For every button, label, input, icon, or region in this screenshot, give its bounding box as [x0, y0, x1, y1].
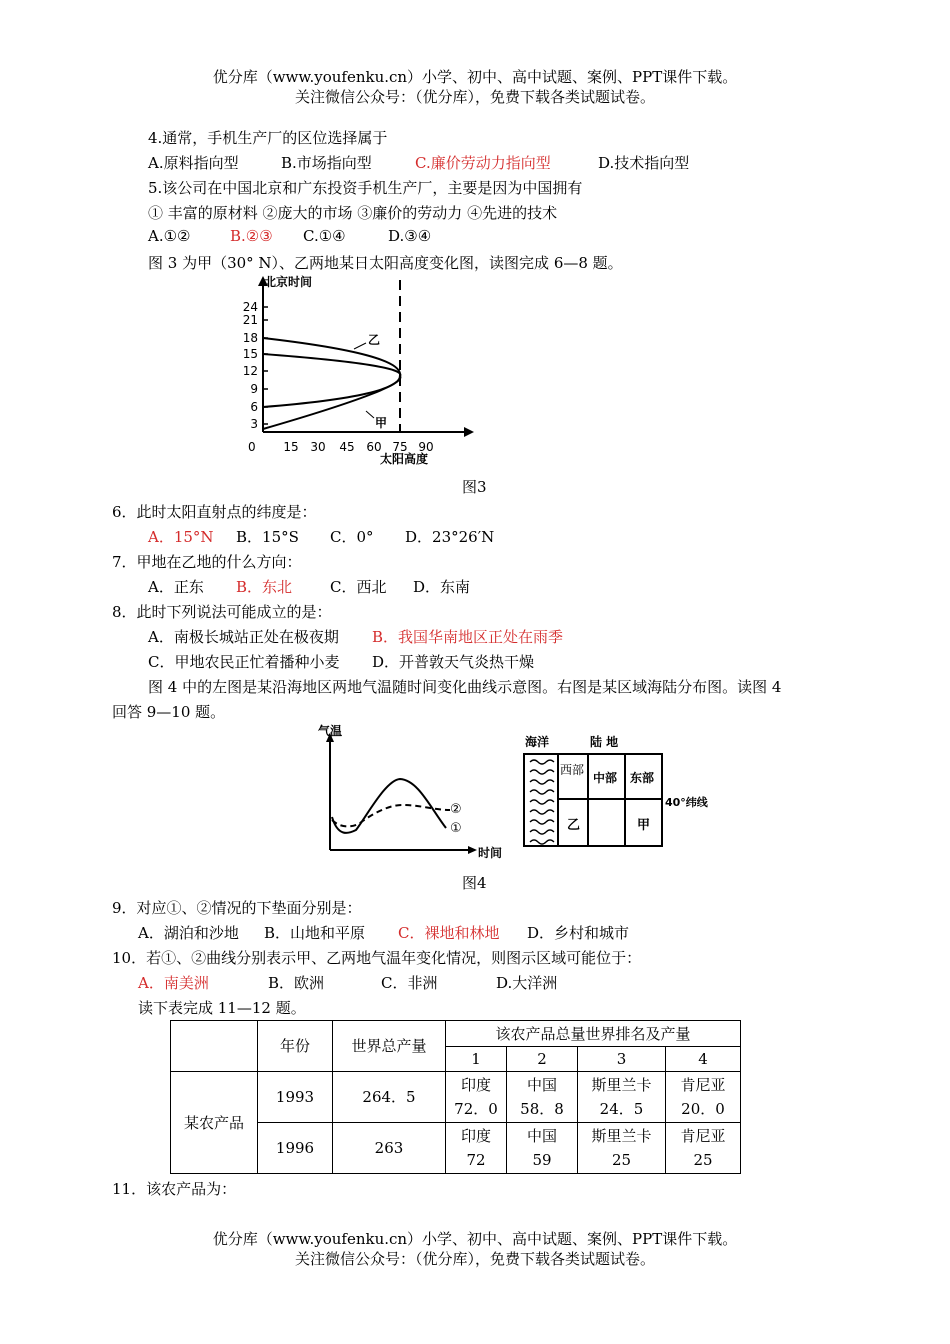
ocean-label: 海洋 — [525, 735, 550, 749]
q6-option-b: B．15°S — [236, 528, 299, 546]
table-intro: 读下表完成 11—12 题。 — [138, 999, 306, 1017]
header-world-total: 世界总产量 — [333, 1021, 446, 1072]
q8-option-a: A．南极长城站正处在极夜期 — [148, 628, 339, 646]
y-axis-label: 气温 — [318, 724, 343, 738]
x-axis-label: 时间 — [478, 846, 503, 860]
q8-option-d: D．开普敦天气炎热干燥 — [372, 653, 535, 671]
figure-3-intro: 图 3 为甲（30° N）、乙两地某日太阳高度变化图，读图完成 6—8 题。 — [148, 254, 623, 272]
country-output: 72 — [466, 1151, 486, 1169]
west-label: 西部 — [560, 763, 585, 777]
total-cell: 263 — [333, 1123, 446, 1174]
figure-4-caption: 图4 — [462, 874, 487, 892]
q4-option-d: D.技术指向型 — [598, 154, 690, 172]
q10-option-d: D.大洋洲 — [496, 974, 558, 992]
footer-line-2: 关注微信公众号：（优分库），免费下载各类试题试卷。 — [294, 1250, 655, 1268]
country-name: 斯里兰卡 — [591, 1127, 652, 1145]
y-tick: 6 — [250, 400, 258, 414]
q5-option-b: B.②③ — [230, 227, 273, 245]
middle-label: 中部 — [593, 771, 618, 785]
x-axis-arrow — [464, 427, 474, 437]
q9-option-b: B．山地和平原 — [264, 924, 366, 942]
figure-3-diagram — [230, 272, 480, 472]
q6-option-c: C．0° — [330, 528, 374, 546]
country-name: 印度 — [460, 1076, 491, 1094]
country-name: 斯里兰卡 — [591, 1076, 652, 1094]
rank-cell — [446, 1072, 507, 1123]
question-7-stem: 7．甲地在乙地的什么方向： — [112, 553, 302, 571]
rank-cell — [446, 1123, 507, 1174]
q10-option-a: A．南美洲 — [138, 974, 209, 992]
y-tick: 21 — [242, 313, 258, 327]
production-table — [170, 1020, 741, 1174]
rank-cell — [578, 1123, 666, 1174]
rank-3-header: 3 — [578, 1047, 666, 1072]
country-output: 58．8 — [520, 1100, 564, 1118]
jia-label: 甲 — [637, 818, 651, 833]
q9-option-a: A．湖泊和沙地 — [138, 924, 239, 942]
figure-4-temperature-chart — [310, 722, 510, 862]
q5-items: ① 丰富的原材料 ②庞大的市场 ③廉价的劳动力 ④先进的技术 — [148, 204, 558, 222]
rank-cell — [666, 1072, 741, 1123]
q4-option-b: B.市场指向型 — [281, 154, 372, 172]
rank-2-header: 2 — [507, 1047, 578, 1072]
header-year: 年份 — [258, 1021, 333, 1072]
q8-option-c: C．甲地农民正忙着播种小麦 — [148, 653, 340, 671]
q9-option-d: D．乡村和城市 — [527, 924, 630, 942]
curve-1-label: ① — [450, 821, 462, 836]
rank-cell — [578, 1072, 666, 1123]
rank-cell — [507, 1072, 578, 1123]
q7-option-a: A．正东 — [148, 578, 204, 596]
figure-4-intro-line-2: 回答 9—10 题。 — [112, 703, 226, 721]
country-output: 72．0 — [454, 1100, 498, 1118]
q6-option-a: A．15°N — [148, 528, 214, 546]
rank-cell — [507, 1123, 578, 1174]
figure-4-region-map — [520, 732, 720, 852]
east-label: 东部 — [630, 771, 655, 785]
question-8-stem: 8．此时下列说法可能成立的是： — [112, 603, 332, 621]
rank-cell — [666, 1123, 741, 1174]
question-4-stem: 4.通常，手机生产厂的区位选择属于 — [148, 129, 388, 147]
y-tick: 15 — [242, 347, 258, 361]
q7-option-d: D．东南 — [413, 578, 471, 596]
country-name: 印度 — [460, 1127, 491, 1145]
table-corner-cell — [171, 1021, 258, 1072]
country-output: 59 — [532, 1151, 552, 1169]
q5-option-c: C.①④ — [303, 227, 346, 245]
header-rank: 该农产品总量世界排名及产量 — [446, 1021, 741, 1047]
header-line-1: 优分库（www.youfenku.cn）小学、初中、高中试题、案例、PPT课件下载。 — [212, 68, 738, 86]
country-output: 24．5 — [599, 1100, 644, 1118]
figure-3-caption: 图3 — [462, 478, 487, 496]
question-10-stem: 10．若①、②曲线分别表示甲、乙两地气温年变化情况，则图示区域可能位于： — [112, 949, 642, 967]
figure-4-intro-line-1: 图 4 中的左图是某沿海地区两地气温随时间变化曲线示意图。右图是某区域海陆分布图。读图 4 — [148, 678, 782, 696]
yi-label: 乙 — [368, 333, 381, 347]
country-name: 肯尼亚 — [680, 1127, 726, 1145]
q7-option-b: B．东北 — [236, 578, 293, 596]
country-output: 20．0 — [681, 1100, 725, 1118]
q10-option-c: C．非洲 — [381, 974, 438, 992]
q10-option-b: B．欧洲 — [268, 974, 325, 992]
q8-option-b: B．我国华南地区正处在雨季 — [372, 628, 564, 646]
latitude-label: 40°纬线 — [665, 796, 708, 809]
q4-option-c: C.廉价劳动力指向型 — [415, 154, 551, 172]
q6-option-d: D．23°26′N — [405, 528, 495, 546]
x-tick: 75 — [392, 440, 408, 454]
year-cell: 1996 — [258, 1123, 333, 1174]
jia-label: 甲 — [375, 416, 388, 430]
question-6-stem: 6．此时太阳直射点的纬度是： — [112, 503, 317, 521]
y-tick: 12 — [242, 364, 258, 378]
header-line-2: 关注微信公众号：（优分库），免费下载各类试题试卷。 — [294, 88, 655, 106]
ocean-waves — [530, 760, 554, 844]
question-5-stem: 5.该公司在中国北京和广东投资手机生产厂，主要是因为中国拥有 — [148, 179, 583, 197]
q5-option-a: A.①② — [148, 227, 191, 245]
y-axis-label: 北京时间 — [264, 275, 313, 289]
curve-1 — [332, 779, 446, 833]
x-axis-arrow — [468, 846, 477, 854]
origin-label: 0 — [248, 440, 256, 454]
footer-line-1: 优分库（www.youfenku.cn）小学、初中、高中试题、案例、PPT课件下载。 — [212, 1230, 738, 1248]
question-11-stem: 11．该农产品为： — [112, 1180, 237, 1198]
land-label: 陆 地 — [590, 735, 619, 749]
x-tick: 60 — [366, 440, 382, 454]
curve-yi — [263, 338, 400, 407]
x-tick: 90 — [418, 440, 434, 454]
country-output: 25 — [611, 1151, 632, 1169]
curve-2-label: ② — [450, 802, 462, 817]
country-name: 肯尼亚 — [680, 1076, 726, 1094]
y-tick: 9 — [250, 382, 258, 396]
x-tick: 15 — [283, 440, 299, 454]
y-tick: 3 — [250, 417, 258, 431]
country-output: 25 — [693, 1151, 713, 1169]
ocean-box — [524, 754, 558, 846]
q4-option-a: A.原料指向型 — [148, 154, 239, 172]
x-tick: 30 — [310, 440, 326, 454]
y-tick: 18 — [242, 331, 258, 345]
total-cell: 264．5 — [333, 1072, 446, 1123]
question-9-stem: 9．对应①、②情况的下垫面分别是： — [112, 899, 362, 917]
y-tick: 24 — [242, 300, 258, 314]
rank-4-header: 4 — [666, 1047, 741, 1072]
q7-option-c: C．西北 — [330, 578, 387, 596]
q5-option-d: D.③④ — [388, 227, 432, 245]
q9-option-c: C．裸地和林地 — [398, 924, 500, 942]
country-name: 中国 — [526, 1127, 557, 1145]
year-cell: 1993 — [258, 1072, 333, 1123]
x-tick: 45 — [339, 440, 355, 454]
rank-1-header: 1 — [446, 1047, 507, 1072]
yi-label: 乙 — [567, 818, 581, 833]
product-cell: 某农产品 — [171, 1072, 258, 1174]
jia-pointer — [366, 411, 374, 418]
x-axis-label: 太阳高度 — [380, 452, 429, 466]
country-name: 中国 — [526, 1076, 557, 1094]
yi-pointer — [354, 343, 366, 349]
